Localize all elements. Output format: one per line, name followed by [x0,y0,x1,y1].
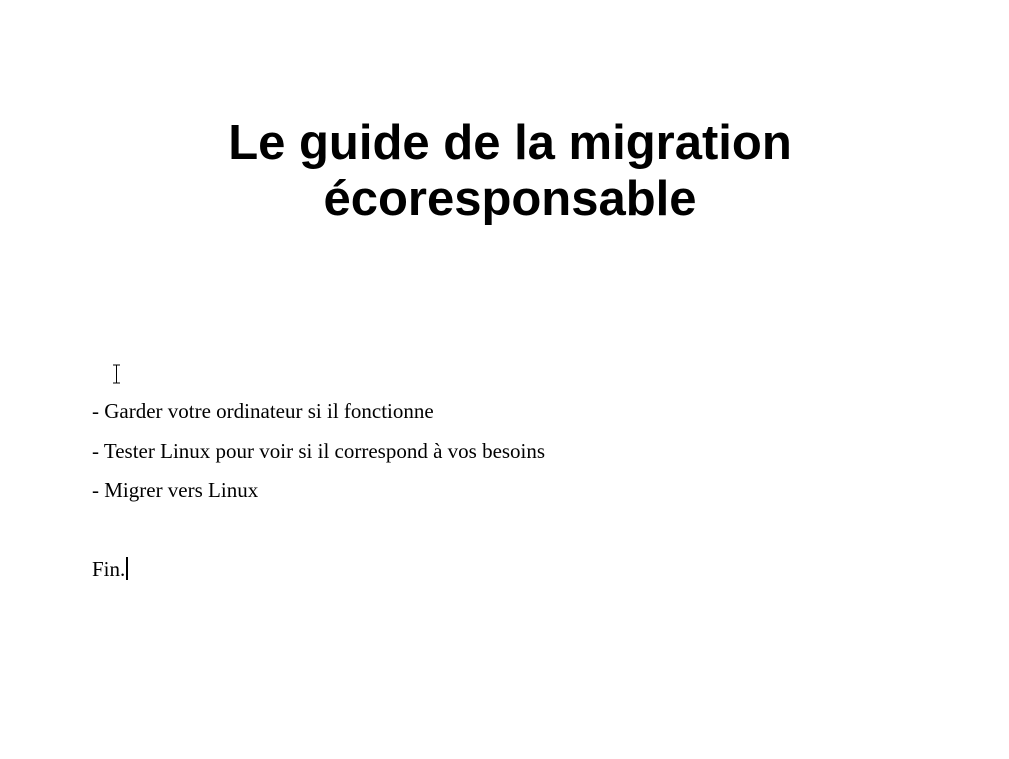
bullet-item: - Garder votre ordinateur si il fonctionne [92,399,434,423]
bullet-item: - Tester Linux pour voir si il correspond à vos besoins [92,438,546,463]
slide-title-line-2: écoresponsable [323,172,697,226]
slide-body-text[interactable] [92,396,892,515]
closing-text: Fin. [92,557,126,581]
i-beam-cursor-icon [112,364,121,384]
text-caret-icon [126,557,128,580]
slide-title-line-1: Le guide de la migration [228,116,792,170]
slide-title[interactable] [120,115,900,227]
closing-line[interactable] [92,554,128,584]
bullet-item: - Migrer vers Linux [92,478,259,502]
